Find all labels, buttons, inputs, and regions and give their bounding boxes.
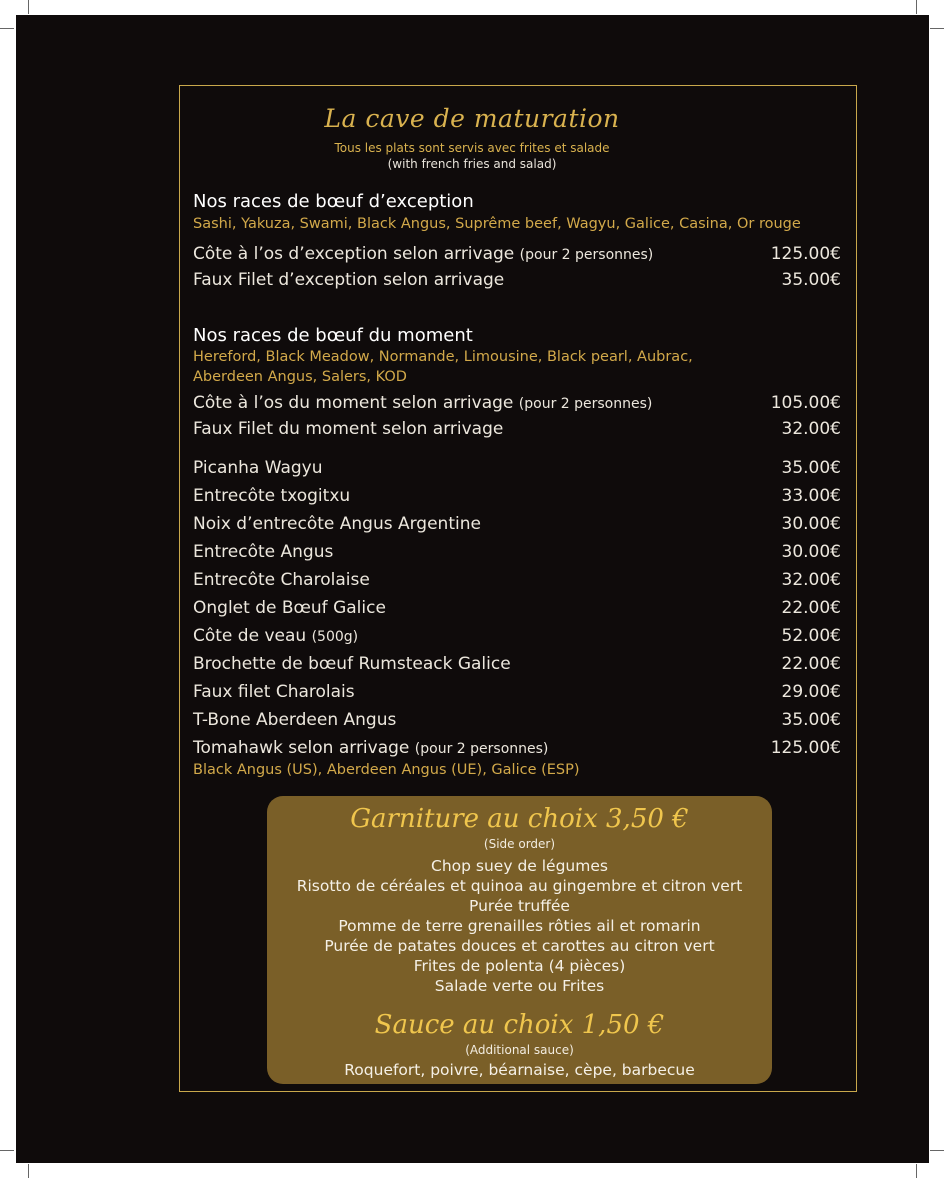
garniture-item: Salade verte ou Frites xyxy=(434,977,605,995)
item-price: 125.00€ xyxy=(770,244,841,264)
crop-mark xyxy=(930,1150,944,1151)
menu-item xyxy=(193,710,841,734)
moment-heading: Nos races de bœuf du moment xyxy=(193,325,473,346)
item-name: Tomahawk selon arrivage xyxy=(193,738,410,758)
item-name: Faux Filet du moment selon arrivage xyxy=(193,419,504,439)
crop-mark xyxy=(28,1164,29,1178)
sauce-sub: (Additional sauce) xyxy=(465,1043,574,1057)
item-price: 22.00€ xyxy=(781,598,841,618)
item-name: T-Bone Aberdeen Angus xyxy=(193,710,397,730)
subtitle-fr: Tous les plats sont servis avec frites et salade xyxy=(334,141,610,155)
sauce-items: Roquefort, poivre, béarnaise, cèpe, barbecue xyxy=(344,1061,695,1079)
garniture-item: Pomme de terre grenailles rôties ail et romarin xyxy=(338,917,701,935)
item-note: (500g) xyxy=(311,629,359,645)
item-name: Côte à l’os du moment selon arrivage xyxy=(193,393,519,413)
page-title: La cave de maturation xyxy=(324,104,620,133)
item-name: Côte à l’os d’exception selon arrivage xyxy=(193,244,515,264)
exception-heading: Nos races de bœuf d’exception xyxy=(193,191,474,212)
item-name: Noix d’entrecôte Angus Argentine xyxy=(193,514,481,534)
crop-mark xyxy=(0,28,14,29)
menu-item xyxy=(193,270,841,294)
menu-item xyxy=(193,682,841,706)
item-price: 22.00€ xyxy=(781,654,841,674)
tomahawk-origin: Black Angus (US), Aberdeen Angus (UE), Galice (ESP) xyxy=(193,762,580,778)
item-price: 125.00€ xyxy=(770,738,841,758)
item-price: 35.00€ xyxy=(781,270,841,290)
sauce-title: Sauce au choix 1,50 € xyxy=(374,1010,665,1040)
menu-item xyxy=(193,393,841,417)
item-name: Entrecôte Charolaise xyxy=(193,570,370,590)
item-price: 33.00€ xyxy=(781,486,841,506)
item-note: (pour 2 personnes) xyxy=(519,247,654,263)
sides-box xyxy=(267,796,772,1084)
moment-breeds-1: Hereford, Black Meadow, Normande, Limousine, Black pearl, Aubrac, xyxy=(193,349,693,365)
crop-mark xyxy=(28,0,29,14)
item-price: 52.00€ xyxy=(781,626,841,646)
item-name: Brochette de bœuf Rumsteack Galice xyxy=(193,654,511,674)
item-price: 32.00€ xyxy=(781,419,841,439)
menu-item xyxy=(193,458,841,482)
item-price: 35.00€ xyxy=(781,710,841,730)
item-price: 35.00€ xyxy=(781,458,841,478)
crop-mark xyxy=(916,1164,917,1178)
garniture-sub: (Side order) xyxy=(483,837,556,851)
menu-item xyxy=(193,419,841,443)
menu-item xyxy=(193,598,841,622)
item-name: Faux Filet d’exception selon arrivage xyxy=(193,270,505,290)
crop-mark xyxy=(916,0,917,14)
item-name: Onglet de Bœuf Galice xyxy=(193,598,386,618)
subtitle-en: (with french fries and salad) xyxy=(387,157,557,171)
crop-mark xyxy=(0,1150,14,1151)
moment-breeds-2: Aberdeen Angus, Salers, KOD xyxy=(193,369,407,385)
item-name: Côte de veau xyxy=(193,626,307,646)
menu-item xyxy=(193,542,841,566)
item-note: (pour 2 personnes) xyxy=(518,396,653,412)
menu-item xyxy=(193,570,841,594)
menu-item xyxy=(193,514,841,538)
garniture-title: Garniture au choix 3,50 € xyxy=(350,804,689,834)
item-name: Faux filet Charolais xyxy=(193,682,355,702)
item-name: Picanha Wagyu xyxy=(193,458,323,478)
item-price: 30.00€ xyxy=(781,514,841,534)
item-price: 29.00€ xyxy=(781,682,841,702)
item-price: 30.00€ xyxy=(781,542,841,562)
menu-item xyxy=(193,244,841,268)
item-name: Entrecôte Angus xyxy=(193,542,334,562)
menu-item xyxy=(193,486,841,510)
crop-mark xyxy=(930,28,944,29)
garniture-item: Risotto de céréales et quinoa au gingembre et citron vert xyxy=(296,877,743,895)
garniture-item: Chop suey de légumes xyxy=(431,857,608,875)
item-price: 32.00€ xyxy=(781,570,841,590)
item-name: Entrecôte txogitxu xyxy=(193,486,351,506)
garniture-item: Frites de polenta (4 pièces) xyxy=(413,957,626,975)
menu-item xyxy=(193,626,841,650)
garniture-item: Purée de patates douces et carottes au citron vert xyxy=(324,937,715,955)
item-price: 105.00€ xyxy=(770,393,841,413)
menu-item xyxy=(193,738,841,762)
garniture-item: Purée truffée xyxy=(469,897,570,915)
exception-breeds: Sashi, Yakuza, Swami, Black Angus, Suprême beef, Wagyu, Galice, Casina, Or rouge xyxy=(193,216,801,232)
item-note: (pour 2 personnes) xyxy=(414,741,549,757)
menu-item xyxy=(193,654,841,678)
